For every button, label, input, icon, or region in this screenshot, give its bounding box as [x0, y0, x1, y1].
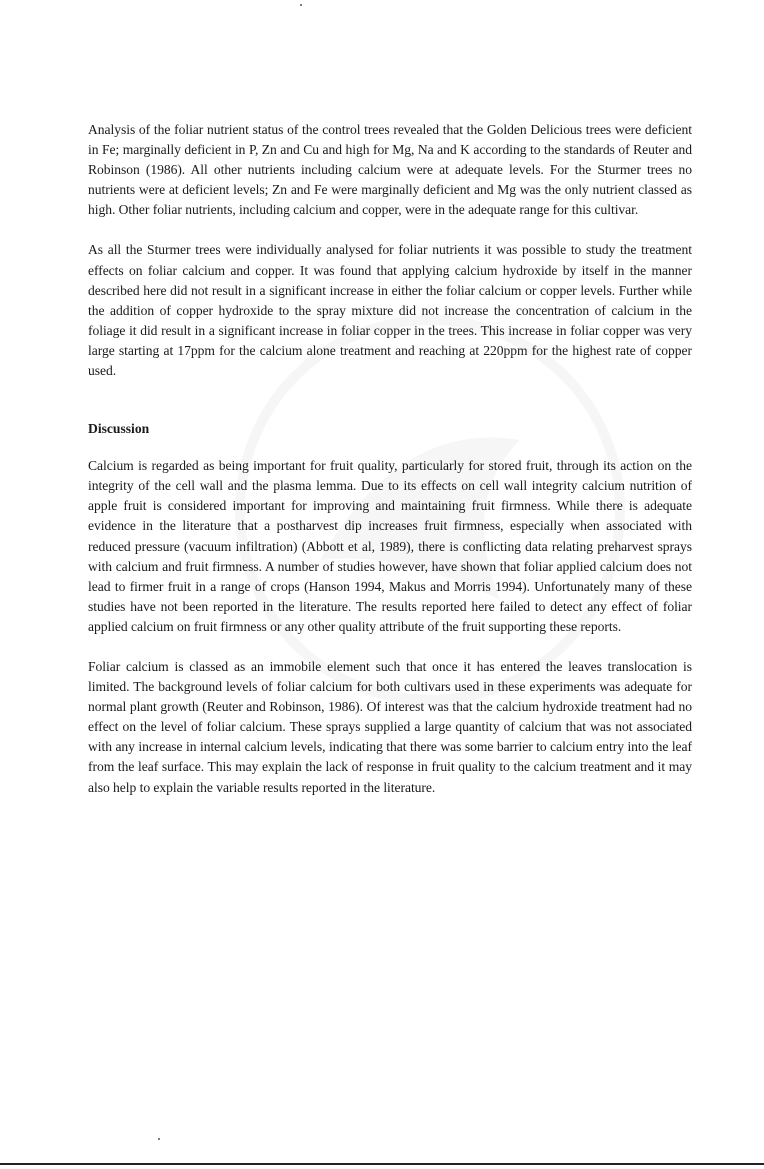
scan-speck	[158, 1138, 160, 1140]
discussion-heading: Discussion	[88, 421, 150, 437]
discussion-paragraph-1: Calcium is regarded as being important for fruit quality, particularly for stored fruit, through its action on the integrity of the cell wall and the plasma lemma. Due to its effects on cell wall integrity calcium nutrition of apple fruit is considered important for improving and maintaining fruit firmness. While there is adequate evidence in the literature that a postharvest dip increases fruit firmness, especially when associated with reduced pressure (vacuum infiltration) (Abbott et al, 1989), there is conflicting data relating preharvest sprays with calcium and fruit firmness. A number of studies however, have shown that foliar applied calcium does not lead to firmer fruit in a range of crops (Hanson 1994, Makus and Morris 1994). Unfortunately many of these studies have not been reported in the literature. The results reported here failed to detect any effect of foliar applied calcium on fruit firmness or any other quality attribute of the fruit supporting these reports.	[88, 458, 692, 634]
discussion-paragraph-2: Foliar calcium is classed as an immobile element such that once it has entered the leaves translocation is limited. The background levels of foliar calcium for both cultivars used in these experiments was adequate for normal plant growth (Reuter and Robinson, 1986). Of interest was that the calcium hydroxide treatment had no effect on the level of foliar calcium. These sprays supplied a large quantity of calcium that was not associated with any increase in internal calcium levels, indicating that there was some barrier to calcium entry into the leaf from the leaf surface. This may explain the lack of response in fruit quality to the calcium treatment and it may also help to explain the variable results reported in the literature.	[88, 658, 692, 795]
results-paragraph-2: As all the Sturmer trees were individually analysed for foliar nutrients it was possible to study the treatment effects on foliar calcium and copper. It was found that applying calcium hydroxide by itself in the manner described here did not result in a significant increase in either the foliar calcium or copper levels. Further while the addition of copper hydroxide to the spray mixture did not increase the concentration of calcium in the foliage it did result in a significant increase in foliar copper in the trees. This increase in foliar copper was very large starting at 17ppm for the calcium alone treatment and reaching at 220ppm for the highest rate of copper used.	[88, 242, 692, 379]
results-paragraph-1: Analysis of the foliar nutrient status of the control trees revealed that the Golden Delicious trees were deficient in Fe; marginally deficient in P, Zn and Cu and high for Mg, Na and K according to the standards of Reuter and Robinson (1986). All other nutrients including calcium were at adequate levels. For the Sturmer trees no nutrients were at deficient levels; Zn and Fe were marginally deficient and Mg was the only nutrient classed as high. Other foliar nutrients, including calcium and copper, were in the adequate range for this cultivar.	[88, 122, 692, 218]
page-bottom-edge	[0, 1163, 764, 1165]
scan-speck	[300, 4, 302, 6]
document-page	[88, 120, 692, 798]
